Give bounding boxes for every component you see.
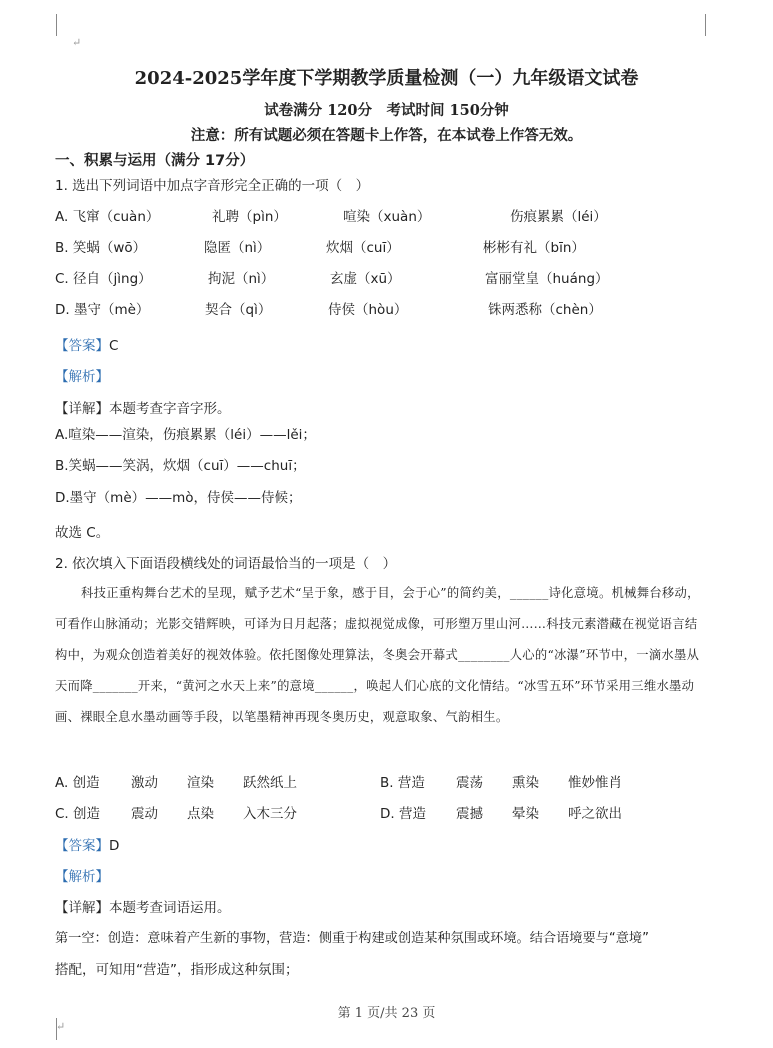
q1-stem: 1. 选出下列词语中加点字音形完全正确的一项（ ） [55, 178, 370, 194]
exam-notice: 注意：所有试题必须在答题卡上作答，在本试卷上作答无效。 [190, 127, 583, 144]
q1-option-a-3: 喧染（xuàn） [343, 209, 431, 225]
answer-label: 【答案】 [55, 838, 109, 854]
corner-mark-top-left [56, 14, 57, 36]
q2-passage-text: 科技正重构舞台艺术的呈现，赋予艺术“呈于象，感于目，会于心”的简约美，______诗化意境。机械舞台移动，可看作山脉涌动；光影交错辉映，可译为日月起落；虚拟视觉成像，可形塑万里山河……科技元素潜藏在视觉语言结构中，为观众创造着美好的视效体验。依托图像处理算法，冬奥会开幕式________人心的“冰瀑”环节中，一滴水墨从天而降_______开来，“黄河之水天上来”的意境______，唤起人们心底的文化情结。“冰雪五环”环节采用三维水墨动画、裸眼全息水墨动画等手段，以笔墨精神再现冬奥历史，观意取象、气韵相生。 [55, 586, 700, 724]
page-footer: 第 1 页/共 23 页 [337, 1006, 436, 1021]
q2-option-b: B. 营造 [380, 775, 425, 791]
q1-detail: 【详解】本题考查字音字形。 [55, 401, 231, 417]
q1-conclusion: 故选 C。 [55, 525, 110, 541]
q1-option-d-4: 铢两悉称（chèn） [488, 302, 602, 318]
q1-explain-line: A.喧染——渲染，伤痕累累（léi）——lěi； [55, 427, 316, 443]
section-heading: 一、积累与运用（满分 17分） [55, 153, 255, 169]
q2-option-c-3: 点染 [187, 806, 214, 822]
q1-answer [55, 334, 118, 354]
q1-option-d-2: 契合（qì） [205, 302, 272, 318]
q1-option-c: C. 径自（jìng） [55, 271, 152, 287]
q2-option-d: D. 营造 [380, 806, 426, 822]
q2-explain-line: 第一空：创造：意味着产生新的事物，营造：侧重于构建或创造某种氛围或环境。结合语境要与“意境” [55, 931, 649, 946]
q2-option-a: A. 创造 [55, 775, 100, 791]
q1-option-c-4: 富丽堂皇（huáng） [485, 271, 609, 287]
q2-option-d-4: 呼之欲出 [568, 806, 622, 822]
answer-value: D [109, 838, 120, 854]
q2-option-d-3: 晕染 [512, 806, 539, 822]
q1-analysis-label: 【解析】 [55, 369, 109, 385]
q2-detail: 【详解】本题考查词语运用。 [55, 900, 231, 916]
q2-option-b-2: 震荡 [456, 775, 483, 791]
paragraph-mark: ↵ [72, 36, 82, 49]
q1-option-a-2: 礼聘（pìn） [212, 209, 287, 225]
q1-option-b: B. 笑蜗（wō） [55, 240, 147, 256]
exam-title: 2024-2025学年度下学期教学质量检测（一）九年级语文试卷 [134, 68, 639, 89]
q1-option-a: A. 飞窜（cuàn） [55, 209, 160, 225]
q2-option-b-3: 熏染 [512, 775, 539, 791]
answer-label: 【答案】 [55, 338, 109, 354]
q1-option-d-3: 侍侯（hòu） [328, 302, 408, 318]
q2-option-a-2: 激动 [131, 775, 158, 791]
corner-mark-top-right [705, 14, 706, 36]
q1-explain-line: D.墨守（mè）——mò，侍侯——侍候； [55, 490, 302, 506]
q2-option-c-2: 震动 [131, 806, 158, 822]
q1-option-c-2: 拘泥（nì） [208, 271, 275, 287]
q1-option-b-2: 隐匿（nì） [204, 240, 271, 256]
q2-option-c: C. 创造 [55, 806, 101, 822]
exam-subtitle: 试卷满分 120分 考试时间 150分钟 [264, 102, 509, 119]
q1-option-b-3: 炊烟（cuī） [326, 240, 400, 256]
q2-option-b-4: 惟妙惟肖 [568, 775, 622, 791]
q1-option-c-3: 玄虚（xū） [330, 271, 401, 287]
q1-option-b-4: 彬彬有礼（bīn） [483, 240, 585, 256]
q1-explain-line: B.笑蜗——笑涡，炊烟（cuī）——chuī； [55, 458, 306, 474]
q2-option-c-4: 入木三分 [243, 806, 297, 822]
q2-option-a-3: 渲染 [187, 775, 214, 791]
q2-passage [55, 578, 707, 733]
q1-option-a-4: 伤痕累累（léi） [510, 209, 607, 225]
q2-option-d-2: 震撼 [456, 806, 483, 822]
q2-answer [55, 834, 119, 854]
q2-stem: 2. 依次填入下面语段横线处的词语最恰当的一项是（ ） [55, 556, 397, 572]
q2-explain-line: 搭配，可知用“营造”，指形成这种氛围； [55, 962, 299, 978]
paragraph-mark-bottom: ↵ [56, 1020, 66, 1033]
q2-analysis-label: 【解析】 [55, 869, 109, 885]
answer-value: C [109, 338, 119, 354]
q2-option-a-4: 跃然纸上 [243, 775, 297, 791]
q1-option-d: D. 墨守（mè） [55, 302, 150, 318]
